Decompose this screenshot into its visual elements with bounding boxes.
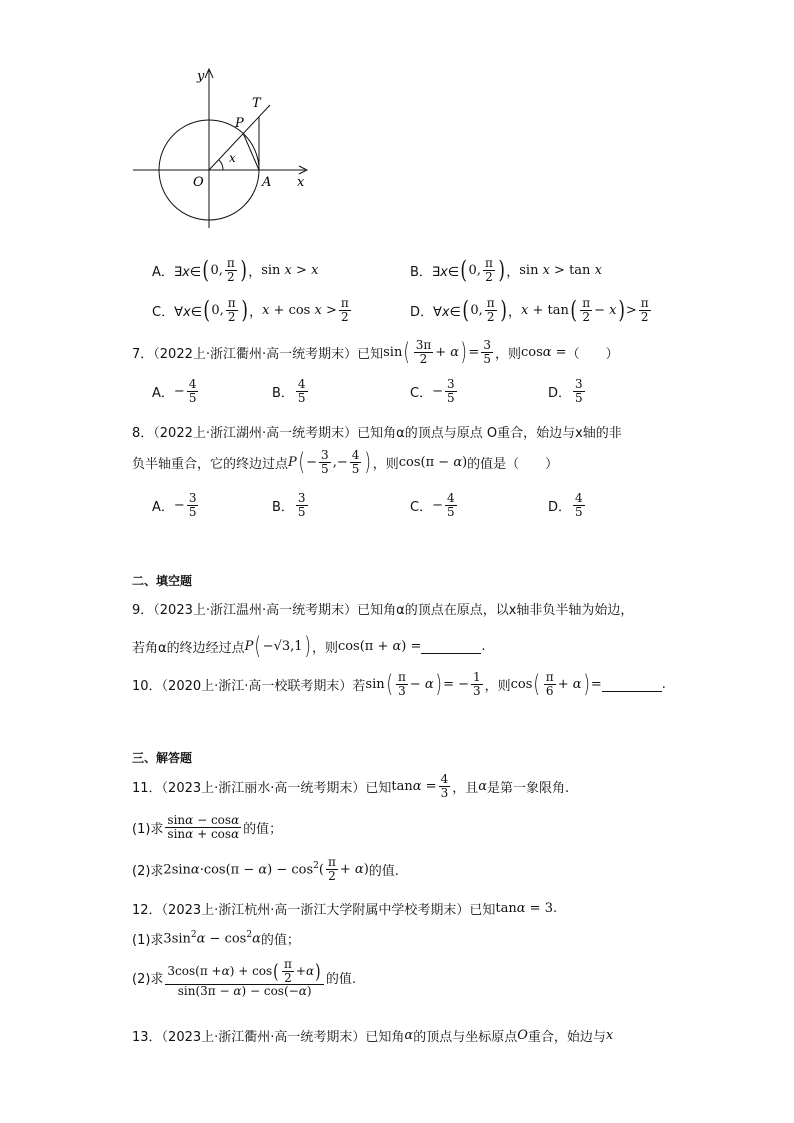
q8-option-a: A． − $\frac{3}{5}$ [152, 491, 197, 519]
question-11: 11．（2023上·浙江丽水·高一统考期末）已知 tanα = $\frac{4}{3}$ ，且 α 是第一象限角. [132, 772, 570, 800]
q8-option-c: C． − $\frac{4}{5}$ [410, 491, 455, 519]
unit-circle-figure [125, 62, 325, 232]
question-11-part-1: (1)求 $\frac{\sin\alpha - \cos\alpha}{\sin\alpha + \cos\alpha}$ 的值； [132, 813, 283, 841]
q6-option-b: B．∃x∈ ( 0, $\frac{\pi}{2}$ ) ， sin x > tan x [410, 255, 602, 284]
point-label-T: T [252, 96, 261, 111]
question-8-line-2: 负半轴重合，它的终边过点 P ( − $\frac{3}{5}$ ,− $\frac{4}{5}$ ) ，则 cos(π − α) 的值是（ ） [132, 447, 559, 476]
question-7: 7．（2022上·浙江衢州·高一统考期末）已知 sin ( $\frac{3\pi}{2}$ + α ) = $\frac{3}{5}$ ，则 cosα = （ ） [132, 337, 619, 366]
q7-option-a: A． − $\frac{4}{5}$ [152, 377, 197, 405]
q7-option-c: C． − $\frac{3}{5}$ [410, 377, 455, 405]
point-label-O: O [193, 175, 204, 190]
point-label-A: A [262, 175, 272, 190]
q6-option-a: A．∃x∈ ( 0, $\frac{\pi}{2}$ ) ， sin x > x [152, 255, 319, 284]
question-13: 13．（2023上·浙江衢州·高一统考期末）已知角 α 的顶点与坐标原点 O 重合，始边与 x [132, 1028, 614, 1045]
point-label-P: P [235, 116, 244, 131]
axis-label-x: x [297, 175, 305, 190]
axis-label-y: y [197, 69, 205, 84]
question-9-line-2: 若角α的终边经过点 P ( −√3,1 ) ，则 cos(π + α) = . [132, 632, 486, 660]
q6-option-c: C．∀x∈ ( 0, $\frac{\pi}{2}$ ) ， x + cos x > $\frac{\pi}{2}$ [152, 295, 349, 324]
question-11-part-2: (2)求 $2\sin\alpha\cdot\cos(\pi - \alpha) - \cos^2$( $\frac{\pi}{2}$ + α) 的值. [132, 855, 399, 883]
question-12-part-2: (2)求 3cos(π + α ) + cos ( $\frac{\pi}{2}$ + α ) sin(3π − α) − cos(−α) 的值. [132, 957, 357, 999]
q6-option-d: D．∀x∈ ( 0, $\frac{\pi}{2}$ ) ， x + tan ( $\frac{\pi}{2}$ − x ) > $\frac{\pi}{2}$ [410, 295, 649, 324]
question-10: 10．（2020上·浙江·高一校联考期末）若 sin ( $\frac{\pi}{3}$ − α ) = − $\frac{1}{3}$ ，则 cos ( $\frac{\pi}{6}$ + α ) = . [132, 669, 666, 698]
question-8-line-1: 8．（2022上·浙江湖州·高一统考期末）已知角α的顶点与原点 O重合，始边与x轴的非 [132, 426, 622, 441]
section-2-heading: 二、填空题 [132, 574, 193, 588]
q8-option-b: B． $\frac{3}{5}$ [272, 491, 306, 519]
section-3-heading: 三、解答题 [132, 751, 193, 765]
question-9-line-1: 9．（2023上·浙江温州·高一统考期末）已知角α的顶点在原点，以x轴非负半轴为始边， [132, 603, 634, 618]
q10-answer-blank[interactable] [602, 677, 662, 692]
q7-option-d: D． $\frac{3}{5}$ [548, 377, 583, 405]
angle-label-x: x [229, 151, 236, 165]
q8-option-d: D． $\frac{4}{5}$ [548, 491, 583, 519]
q7-option-b: B． $\frac{4}{5}$ [272, 377, 306, 405]
question-12-part-1: (1)求 $3\sin^2\alpha - \cos^2\alpha$ 的值； [132, 930, 300, 948]
q9-answer-blank[interactable] [421, 639, 481, 654]
question-12: 12．（2023上·浙江杭州·高一浙江大学附属中学校考期末）已知 tanα = 3 . [132, 901, 558, 918]
